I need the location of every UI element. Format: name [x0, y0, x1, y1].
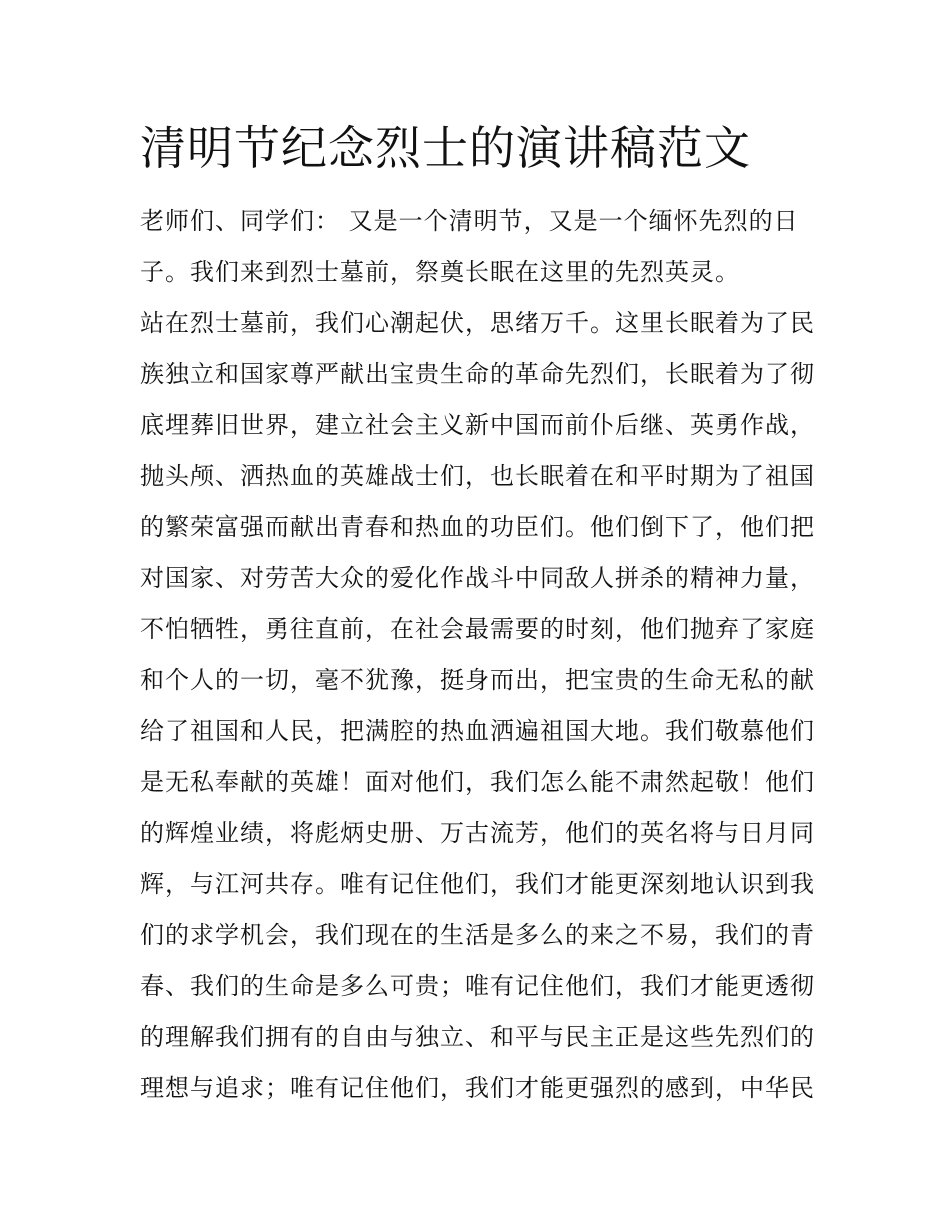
document-title: 清明节纪念烈士的演讲稿范文 [140, 121, 751, 175]
body-line: 们的求学机会，我们现在的生活是多么的来之不易，我们的青 [140, 921, 815, 949]
body-line: 子。我们来到烈士墓前，祭奠长眠在这里的先烈英灵。 [140, 258, 740, 286]
body-line: 的理解我们拥有的自由与独立、和平与民主正是这些先烈们的 [140, 1023, 815, 1051]
body-line: 给了祖国和人民，把满腔的热血洒遍祖国大地。我们敬慕他们 [140, 717, 815, 745]
body-line: 族独立和国家尊严献出宝贵生命的革命先烈们，长眠着为了彻 [140, 360, 815, 388]
body-line: 对国家、对劳苦大众的爱化作战斗中同敌人拼杀的精神力量， [140, 564, 815, 592]
body-line: 的辉煌业绩，将彪炳史册、万古流芳，他们的英名将与日月同 [140, 819, 815, 847]
body-line: 老师们、同学们： 又是一个清明节，又是一个缅怀先烈的日 [140, 207, 799, 235]
body-line: 辉，与江河共存。唯有记住他们，我们才能更深刻地认识到我 [140, 870, 815, 898]
body-line: 抛头颅、洒热血的英雄战士们，也长眠着在和平时期为了祖国 [140, 462, 815, 490]
body-line: 春、我们的生命是多么可贵；唯有记住他们，我们才能更透彻 [140, 972, 815, 1000]
body-line: 底埋葬旧世界，建立社会主义新中国而前仆后继、英勇作战， [140, 411, 815, 439]
body-line: 是无私奉献的英雄！面对他们，我们怎么能不肃然起敬！他们 [140, 768, 815, 796]
document-body [140, 196, 815, 1114]
body-line: 理想与追求；唯有记住他们，我们才能更强烈的感到，中华民 [140, 1074, 815, 1102]
body-line: 和个人的一切，毫不犹豫，挺身而出，把宝贵的生命无私的献 [140, 666, 815, 694]
body-line: 站在烈士墓前，我们心潮起伏，思绪万千。这里长眠着为了民 [140, 309, 815, 337]
body-line: 的繁荣富强而献出青春和热血的功臣们。他们倒下了，他们把 [140, 513, 815, 541]
body-line: 不怕牺牲，勇往直前，在社会最需要的时刻，他们抛弃了家庭 [140, 615, 815, 643]
